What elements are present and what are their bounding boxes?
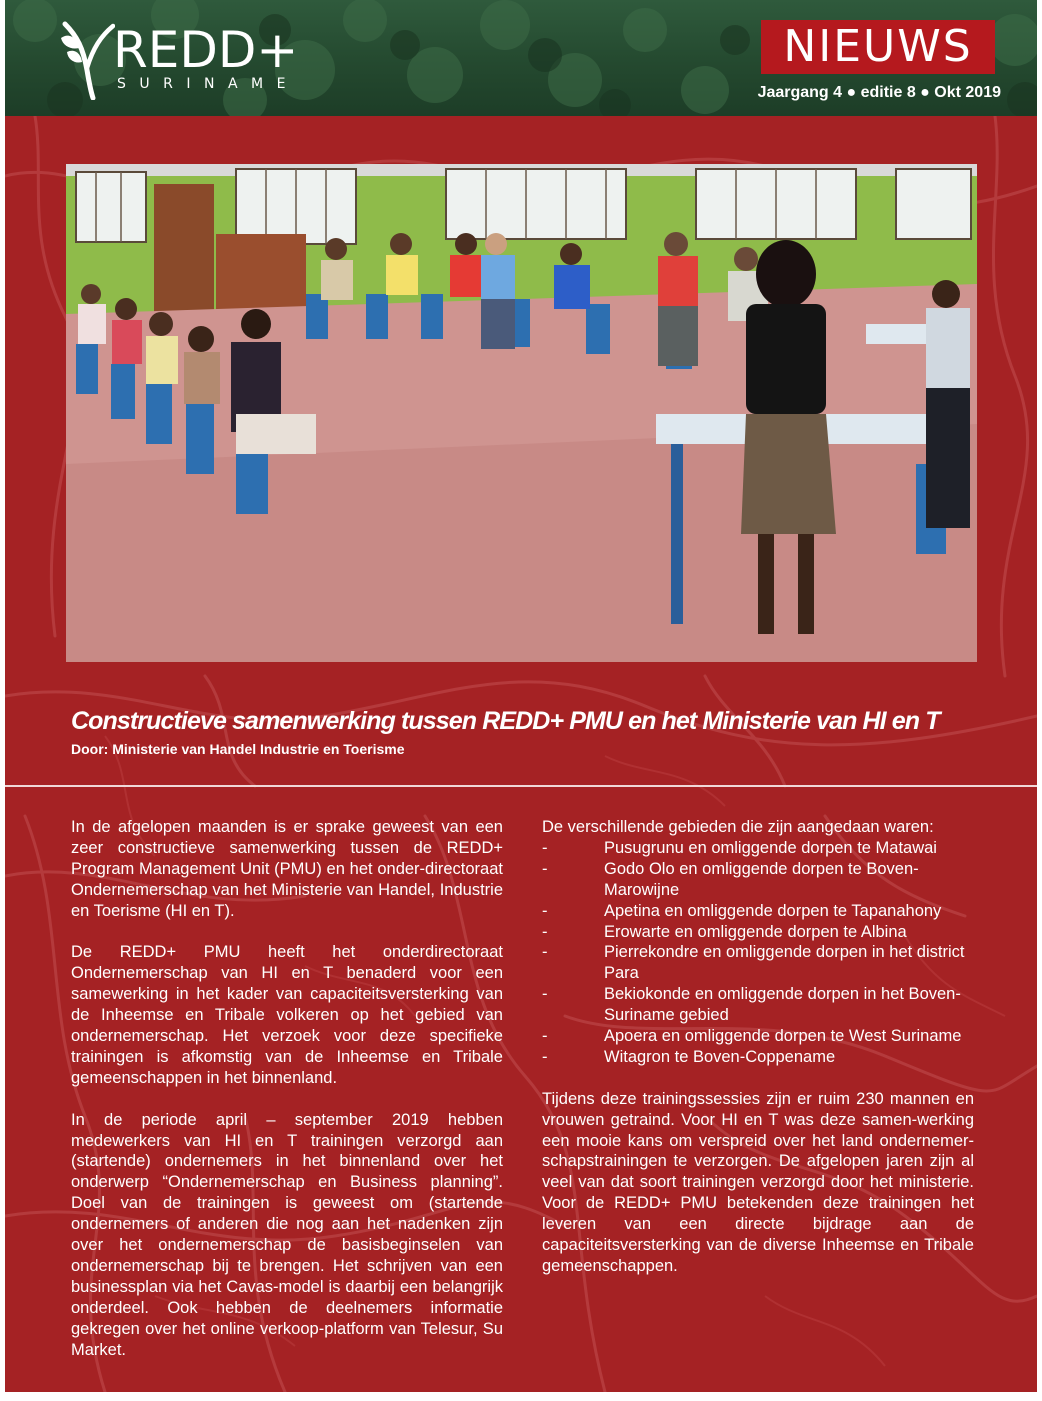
right-column <box>542 817 974 1298</box>
page-margin <box>0 1392 1042 1401</box>
list-dash: - <box>542 922 548 941</box>
training-session-image <box>66 164 977 662</box>
logo-wordmark: REDD+ <box>113 21 299 79</box>
list-item: - Pierrekondre en omliggende dorpen in het district Para <box>542 943 965 983</box>
list-item: - Bekiokonde en omliggende dorpen in het Boven-Suriname gebied <box>542 985 961 1025</box>
list-dash: - <box>542 859 548 878</box>
section-divider <box>5 785 1037 787</box>
list-item: - Godo Olo en omliggende dorpen te Boven-Marowijne <box>542 859 919 899</box>
redd-suriname-logo <box>57 16 299 100</box>
list-dash: - <box>542 1047 548 1066</box>
nieuws-badge <box>761 20 995 74</box>
newsletter-page <box>5 0 1037 1392</box>
list-item: - Apoera en omliggende dorpen te West Suriname <box>542 1027 962 1046</box>
areas-list <box>542 838 974 1068</box>
list-item: - Erowarte en omliggende dorpen te Albina <box>542 922 907 941</box>
edition-info: Jaargang 4 ● editie 8 ● Okt 2019 <box>757 84 1001 101</box>
training-photo <box>66 164 977 662</box>
list-item: - Pusugrunu en omliggende dorpen te Matawai <box>542 838 937 857</box>
list-dash: - <box>542 838 548 857</box>
list-dash: - <box>542 985 548 1004</box>
list-intro: De verschillende gebieden die zijn aangedaan waren: <box>542 818 934 836</box>
article-title: Constructieve samenwerking tussen REDD+ PMU en het Ministerie van HI en T <box>71 707 940 735</box>
list-dash: - <box>542 943 548 962</box>
article-byline: Door: Ministerie van Handel Industrie en Toerisme <box>71 741 405 757</box>
paragraph: In de afgelopen maanden is er sprake geweest van een zeer constructieve samenwerking tussen de REDD+ Program Management Unit (PMU) en het onder-directoraat Ondernemerschap van het Ministerie van Handel, Industrie en Toerisme (HI en T). <box>71 818 503 920</box>
left-column <box>71 817 503 1381</box>
list-item: - Apetina en omliggende dorpen te Tapanahony <box>542 901 942 920</box>
list-item: - Witagron te Boven-Coppename <box>542 1047 836 1066</box>
list-dash: - <box>542 901 548 920</box>
header-banner <box>5 0 1037 116</box>
nieuws-label: NIEUWS <box>783 21 973 72</box>
logo-subtext: SURINAME <box>117 76 299 92</box>
leaf-logo-icon <box>57 18 115 100</box>
list-dash: - <box>542 1027 548 1046</box>
paragraph: Tijdens deze trainingssessies zijn er ruim 230 mannen en vrouwen getraind. Voor HI en T was deze samen-werking een mooie kans om verspreid over het land ondernemer-schapstrainingen te verzorgen. De afgelopen jaren zijn al veel van dat soort trainingen verzorgd door het ministerie. Voor de REDD+ PMU betekenden deze trainingen het leveren van een directe bijdrage aan de capaciteitsversterking van de diverse Inheemse en Tribale gemeenschappen. <box>542 1089 974 1276</box>
paragraph: In de periode april – september 2019 hebben medewerkers van HI en T trainingen verzorgd aan (startende) ondernemers in het binnenland over het onderwerp “Ondernemerschap en Business planning”. Doel van de trainingen is geweest om (startende ondernemers of anderen die nog aan het nadenken zijn over het ondernemerschap de basisbeginselen van ondernemerschap bij te brengen. Het schrijven van een businessplan via het Cavas-model is daarbij een belangrijk onderdeel. Ook hebben de deelnemers informatie gekregen over het online verkoop-platform van Telesur, Su Market. <box>71 1110 503 1359</box>
paragraph: De REDD+ PMU heeft het onderdirectoraat Ondernemerschap van HI en T benaderd voor een samewerking in het kader van capaciteitsversterking van de Inheemse en Tribale volkeren op het gebied van ondernemerschap. Het verzoek voor deze specifieke trainingen is afkomstig van de Inheemse en Tribale gemeenschappen in het binnenland. <box>71 943 503 1087</box>
